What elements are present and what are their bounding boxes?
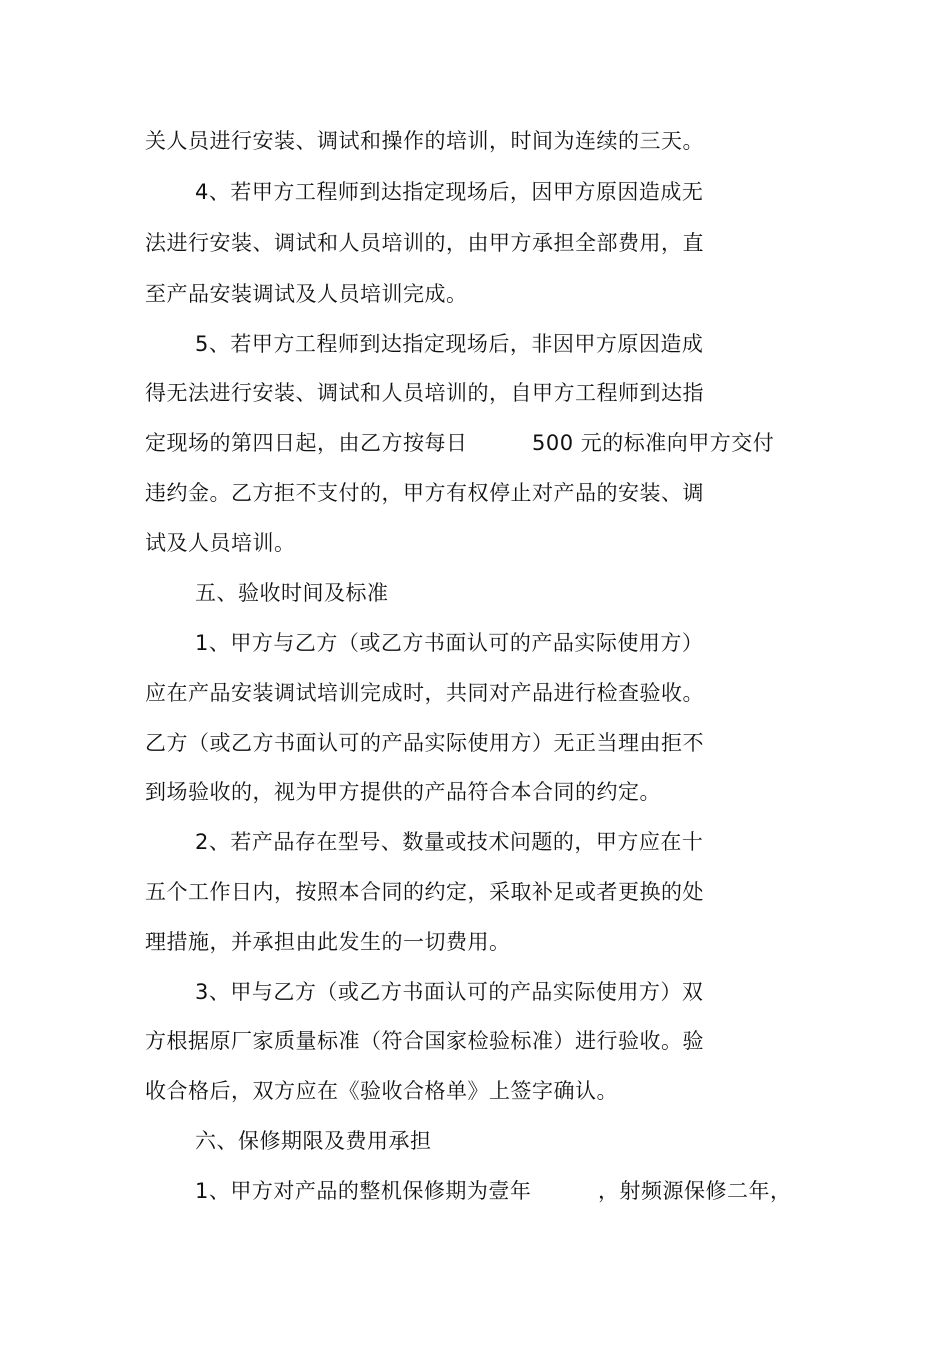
text-line: 得无法进行安装、调试和人员培训的，自甲方工程师到达指 (145, 381, 704, 405)
text-line: 违约金。乙方拒不支付的，甲方有权停止对产品的安装、调 (145, 481, 704, 505)
text-line: 定现场的第四日起，由乙方按每日 (145, 431, 468, 455)
text-line: ，射频源保修二年， (598, 1179, 792, 1203)
text-line: 乙方（或乙方书面认可的产品实际使用方）无正当理由拒不 (145, 731, 704, 755)
text-line: 5、若甲方工程师到达指定现场后，非因甲方原因造成 (195, 332, 704, 356)
text-line: 关人员进行安装、调试和操作的培训，时间为连续的三天。 (145, 129, 704, 153)
text-line: 试及人员培训。 (145, 531, 296, 555)
text-line: 到场验收的，视为甲方提供的产品符合本合同的约定。 (145, 780, 661, 804)
text-line: 至产品安装调试及人员培训完成。 (145, 282, 468, 306)
section-heading: 五、验收时间及标准 (195, 581, 389, 605)
text-line: 收合格后，双方应在《验收合格单》上签字确认。 (145, 1079, 618, 1103)
text-line: 1、甲方对产品的整机保修期为壹年 (195, 1179, 532, 1203)
text-line: 应在产品安装调试培训完成时，共同对产品进行检查验收。 (145, 681, 704, 705)
text-line: 3、甲与乙方（或乙方书面认可的产品实际使用方）双 (195, 980, 704, 1004)
text-line: 2、若产品存在型号、数量或技术问题的，甲方应在十 (195, 830, 704, 854)
text-line: 五个工作日内，按照本合同的约定，采取补足或者更换的处 (145, 880, 704, 904)
text-line: 4、若甲方工程师到达指定现场后，因甲方原因造成无 (195, 180, 704, 204)
text-line: 方根据原厂家质量标准（符合国家检验标准）进行验收。验 (145, 1029, 704, 1053)
text-line: 1、甲方与乙方（或乙方书面认可的产品实际使用方） (195, 631, 704, 655)
text-line: 法进行安装、调试和人员培训的，由甲方承担全部费用，直 (145, 231, 704, 255)
section-heading: 六、保修期限及费用承担 (195, 1129, 432, 1153)
text-line: 理措施，并承担由此发生的一切费用。 (145, 930, 511, 954)
text-line: 500 元的标准向甲方交付 (532, 431, 775, 455)
